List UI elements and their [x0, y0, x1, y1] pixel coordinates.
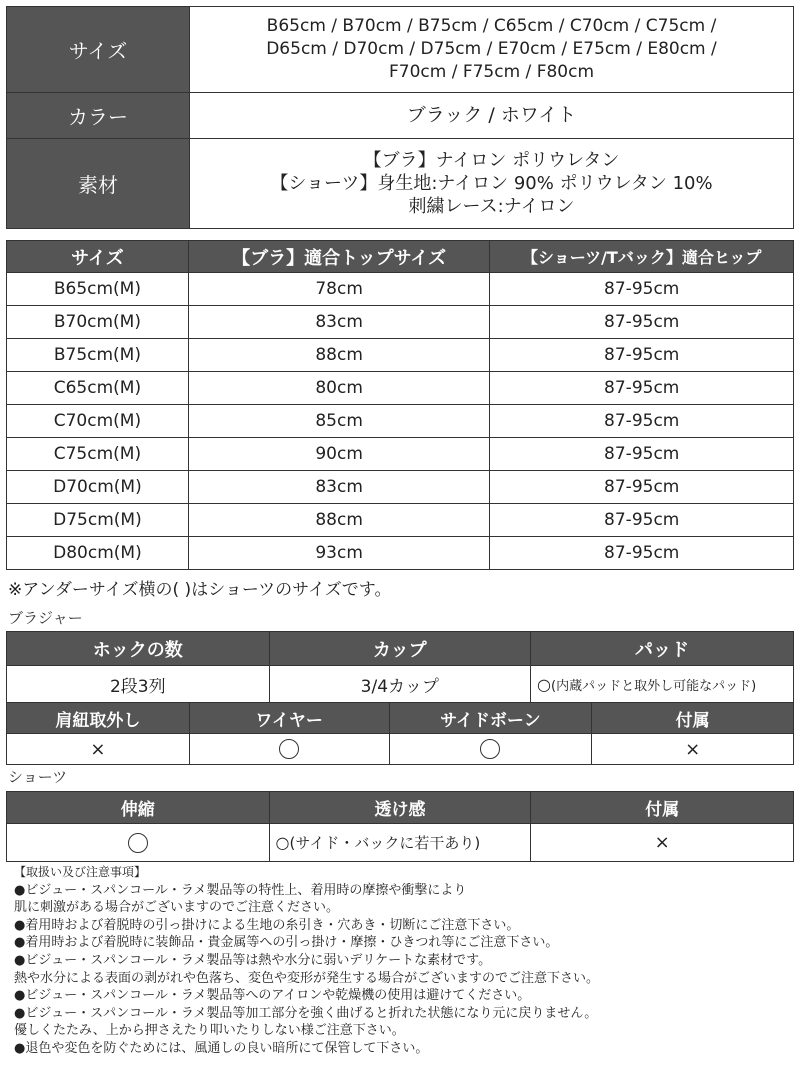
spec-material-label: 素材 — [7, 139, 190, 229]
shorts-header-stretch: 伸縮 — [7, 792, 270, 824]
spec-material-line: 刺繍レース:ナイロン — [408, 196, 575, 217]
table-row — [7, 537, 794, 570]
shorts-value-row — [7, 824, 794, 862]
care-line: ●退色や変色を防ぐためには、風通しの良い暗所にて保管して下さい。 — [14, 1040, 429, 1056]
spec-row-size — [7, 7, 794, 93]
table-row — [7, 405, 794, 438]
spec-row-color — [7, 93, 794, 139]
pad-note: (内蔵パッドと取外し可能なパッド) — [551, 678, 757, 694]
bra-header-hook: ホックの数 — [7, 632, 270, 666]
table-cell: B65cm(M) — [7, 273, 189, 306]
table-cell: C70cm(M) — [7, 405, 189, 438]
table-cell: 87-95cm — [490, 372, 794, 405]
sheer-note: (サイド・バックに若干あり) — [289, 834, 481, 852]
bra-header-row — [7, 632, 794, 666]
table-row — [7, 339, 794, 372]
care-line: 肌に刺激がある場合がございますのでご注意ください。 — [14, 900, 340, 916]
spec-material-line: 【ブラ】ナイロン ポリウレタン — [363, 150, 620, 171]
circle-mark-icon — [128, 833, 148, 853]
shorts-header-row — [7, 792, 794, 824]
size-header: 【ブラ】適合トップサイズ — [188, 241, 490, 273]
pad-mark: ○ — [537, 674, 552, 694]
spec-row-material — [7, 139, 794, 229]
wire-value — [189, 734, 389, 765]
table-cell: 88cm — [188, 339, 490, 372]
strap-value: × — [7, 734, 190, 765]
table-cell: 87-95cm — [490, 339, 794, 372]
bra-header-strap: 肩紐取外し — [7, 703, 190, 734]
spec-size-line: D65cm / D70cm / D75cm / E70cm / E75cm / E80cm / — [266, 39, 717, 59]
table-cell: 90cm — [188, 438, 490, 471]
table-cell: B70cm(M) — [7, 306, 189, 339]
spec-color-value: ブラック / ホワイト — [190, 93, 794, 139]
table-cell: 80cm — [188, 372, 490, 405]
care-line: 優しくたたみ、上から押さえたり叩いたりしない様ご注意下さい。 — [14, 1023, 405, 1039]
bra-header-wire: ワイヤー — [189, 703, 389, 734]
table-cell: D70cm(M) — [7, 471, 189, 504]
bra-header-accessory: 付属 — [592, 703, 794, 734]
bra-value-row — [7, 666, 794, 703]
table-cell: D75cm(M) — [7, 504, 189, 537]
sheer-mark: ○ — [275, 833, 290, 852]
bra-section-title: ブラジャー — [8, 609, 83, 627]
shorts-accessory-value: × — [531, 824, 794, 862]
care-line: ●ビジュー・スパンコール・ラメ製品等へのアイロンや乾燥機の使用は避けてください。 — [14, 988, 531, 1004]
spec-material-line: 【ショーツ】身生地:ナイロン 90% ポリウレタン 10% — [270, 173, 713, 194]
circle-mark-icon — [480, 739, 500, 759]
care-line: ●ビジュー・スパンコール・ラメ製品等加工部分を強く曲げると折れた状態になり元に戻りません。 — [14, 1005, 598, 1021]
table-cell: D80cm(M) — [7, 537, 189, 570]
size-header-row — [7, 241, 794, 273]
table-cell: 83cm — [188, 471, 490, 504]
bra-hook-value: 2段3列 — [7, 666, 270, 703]
table-row — [7, 438, 794, 471]
table-cell: 87-95cm — [490, 504, 794, 537]
care-line: ●ビジュー・スパンコール・ラメ製品等は熱や水分に弱いデリケートな素材です。 — [14, 952, 492, 968]
table-cell: 87-95cm — [490, 306, 794, 339]
bra-spec-table-1 — [6, 631, 794, 703]
care-line: ●着用時および着脱時に装飾品・貴金属等への引っ掛け・摩擦・ひきつれ等にご注意下さい。 — [14, 935, 559, 951]
table-cell: C75cm(M) — [7, 438, 189, 471]
spec-color-label: カラー — [7, 93, 190, 139]
shorts-header-accessory: 付属 — [531, 792, 794, 824]
care-notes — [14, 864, 794, 1058]
size-table — [6, 240, 794, 570]
table-cell: 87-95cm — [490, 273, 794, 306]
table-cell: 87-95cm — [490, 438, 794, 471]
shorts-spec-table — [6, 791, 794, 862]
spec-table — [6, 6, 794, 229]
sheer-value — [269, 824, 531, 862]
bra-spec-table-2 — [6, 702, 794, 765]
care-line: 熱や水分による表面の剥がれや色落ち、変色や変形が発生する場合がございますのでご注意下さい。 — [14, 970, 600, 986]
shorts-header-sheer: 透け感 — [269, 792, 531, 824]
bra-header-cup: カップ — [269, 632, 531, 666]
care-line: ●着用時および着脱時の引っ掛けによる生地の糸引き・穴あき・切断にご注意下さい。 — [14, 917, 520, 933]
spec-size-label: サイズ — [7, 7, 190, 93]
spec-size-line: F70cm / F75cm / F80cm — [388, 62, 595, 82]
care-line: ●ビジュー・スパンコール・ラメ製品等の特性上、着用時の摩擦や衝撃により — [14, 882, 467, 898]
spec-size-line: B65cm / B70cm / B75cm / C65cm / C70cm / C75cm / — [266, 16, 717, 36]
shorts-section-title: ショーツ — [8, 768, 68, 786]
bra2-header-row — [7, 703, 794, 734]
size-header: サイズ — [7, 241, 189, 273]
bra-header-sidebone: サイドボーン — [389, 703, 592, 734]
table-cell: 85cm — [188, 405, 490, 438]
table-cell: 88cm — [188, 504, 490, 537]
bra-accessory-value: × — [592, 734, 794, 765]
spec-material-value — [190, 139, 794, 229]
table-cell: 87-95cm — [490, 405, 794, 438]
stretch-value — [7, 824, 270, 862]
bra-header-pad: パッド — [531, 632, 794, 666]
table-row — [7, 306, 794, 339]
circle-mark-icon — [279, 739, 299, 759]
bra2-value-row — [7, 734, 794, 765]
bra-pad-value — [531, 666, 794, 703]
size-note: ※アンダーサイズ横の( )はショーツのサイズです。 — [8, 580, 392, 600]
spec-size-value — [190, 7, 794, 93]
table-cell: C65cm(M) — [7, 372, 189, 405]
sidebone-value — [389, 734, 592, 765]
table-cell: 93cm — [188, 537, 490, 570]
table-cell: 87-95cm — [490, 471, 794, 504]
size-header: 【ショーツ/Tバック】適合ヒップ — [490, 241, 794, 273]
table-row — [7, 273, 794, 306]
care-title: 【取扱い及び注意事項】 — [14, 865, 147, 879]
table-row — [7, 504, 794, 537]
table-cell: 78cm — [188, 273, 490, 306]
table-row — [7, 471, 794, 504]
table-cell: B75cm(M) — [7, 339, 189, 372]
table-cell: 83cm — [188, 306, 490, 339]
table-cell: 87-95cm — [490, 537, 794, 570]
bra-cup-value: 3/4カップ — [269, 666, 531, 703]
table-row — [7, 372, 794, 405]
